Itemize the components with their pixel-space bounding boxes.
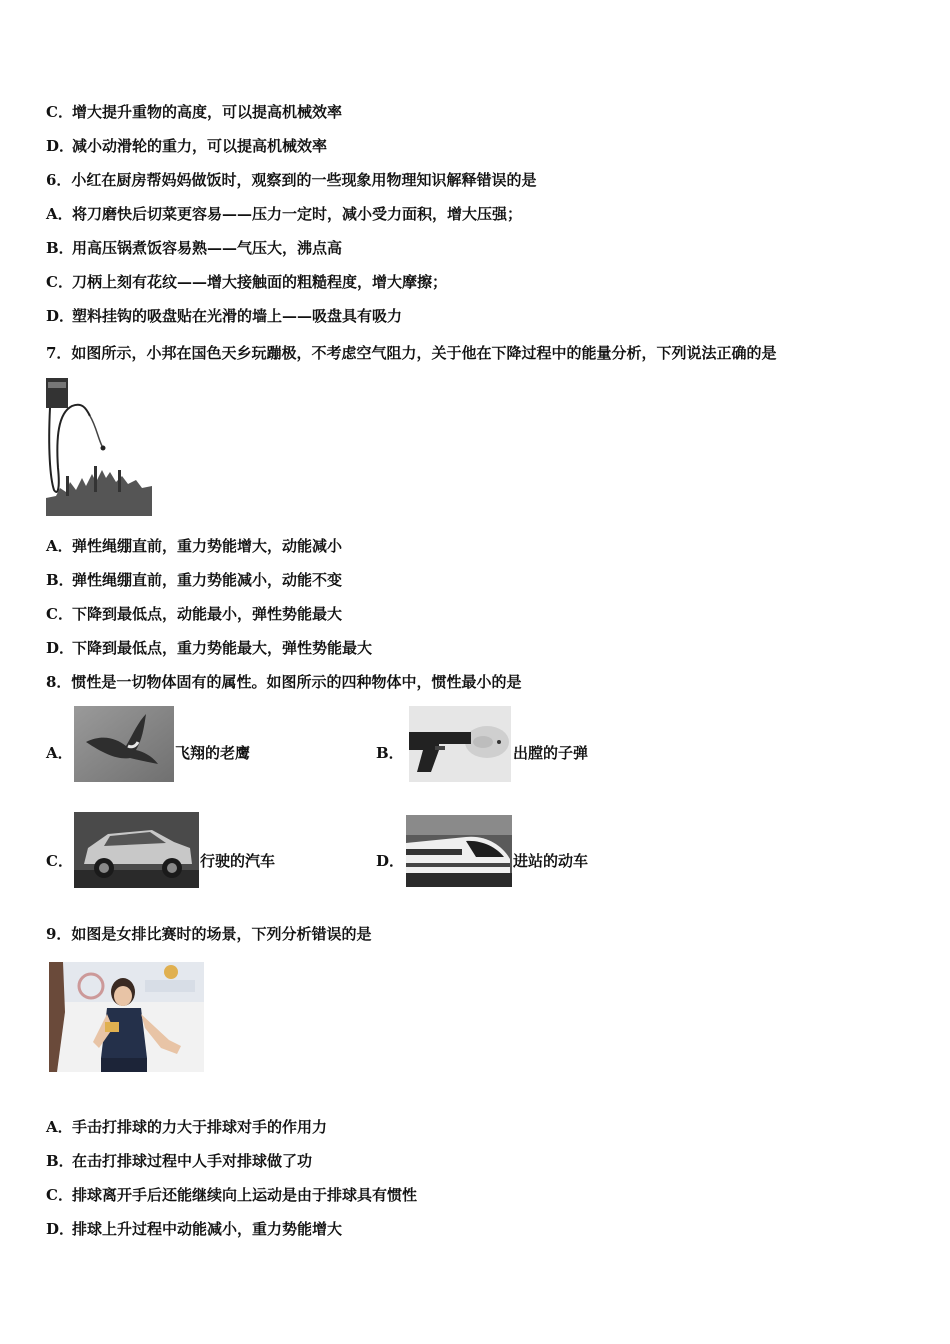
q8-option-a-letter: A． <box>46 744 73 762</box>
gun-bullet-image <box>409 706 511 782</box>
q8-option-c-letter: C． <box>46 852 73 870</box>
bungee-figure <box>46 378 152 516</box>
q9-option-c: C．排球离开手后还能继续向上运动是由于排球具有惯性 <box>46 1186 418 1204</box>
bungee-jump-image <box>46 378 152 516</box>
q8-option-a-text: 飞翔的老鹰 <box>175 744 251 762</box>
eagle-image <box>74 706 174 782</box>
q8-option-b-letter: B． <box>376 744 404 762</box>
q9-stem: 9．如图是女排比赛时的场景，下列分析错误的是 <box>46 925 372 943</box>
q5-option-d: D．减小动滑轮的重力，可以提高机械效率 <box>46 137 328 155</box>
q6-stem: 6．小红在厨房帮妈妈做饭时，观察到的一些现象用物理知识解释错误的是 <box>46 171 537 189</box>
q8-option-d-letter: D． <box>376 852 405 870</box>
q7-option-d: D．下降到最低点，重力势能最大，弹性势能最大 <box>46 639 373 657</box>
car-image <box>74 812 199 888</box>
q8-stem: 8．惯性是一切物体固有的属性。如图所示的四种物体中，惯性最小的是 <box>46 673 522 691</box>
q6-option-b: B．用高压锅煮饭容易熟——气压大，沸点高 <box>46 239 343 257</box>
q8-option-b-text: 出膛的子弹 <box>513 744 589 762</box>
q7-stem: 7．如图所示，小邦在国色天乡玩蹦极，不考虑空气阻力，关于他在下降过程中的能量分析，下列说法正确的是 <box>46 344 777 362</box>
q9-option-a: A．手击打排球的力大于排球对手的作用力 <box>46 1118 328 1136</box>
q9-option-d: D．排球上升过程中动能减小，重力势能增大 <box>46 1220 343 1238</box>
q5-option-c: C．增大提升重物的高度，可以提高机械效率 <box>46 103 343 121</box>
q7-option-c: C．下降到最低点，动能最小，弹性势能最大 <box>46 605 343 623</box>
q7-option-a: A．弹性绳绷直前，重力势能增大，动能减小 <box>46 537 343 555</box>
volleyball-player-image <box>49 962 204 1072</box>
q9-option-b: B．在击打排球过程中人手对排球做了功 <box>46 1152 313 1170</box>
q6-option-c: C．刀柄上刻有花纹——增大接触面的粗糙程度，增大摩擦； <box>46 273 448 291</box>
volleyball-figure <box>49 962 204 1072</box>
q6-option-a: A．将刀磨快后切菜更容易——压力一定时，减小受力面积，增大压强； <box>46 205 523 223</box>
q6-option-d: D．塑料挂钩的吸盘贴在光滑的墙上——吸盘具有吸力 <box>46 307 403 325</box>
train-image <box>406 815 512 887</box>
q8-option-c-text: 行驶的汽车 <box>200 852 276 870</box>
q7-option-b: B．弹性绳绷直前，重力势能减小，动能不变 <box>46 571 343 589</box>
q8-option-d-text: 进站的动车 <box>513 852 589 870</box>
